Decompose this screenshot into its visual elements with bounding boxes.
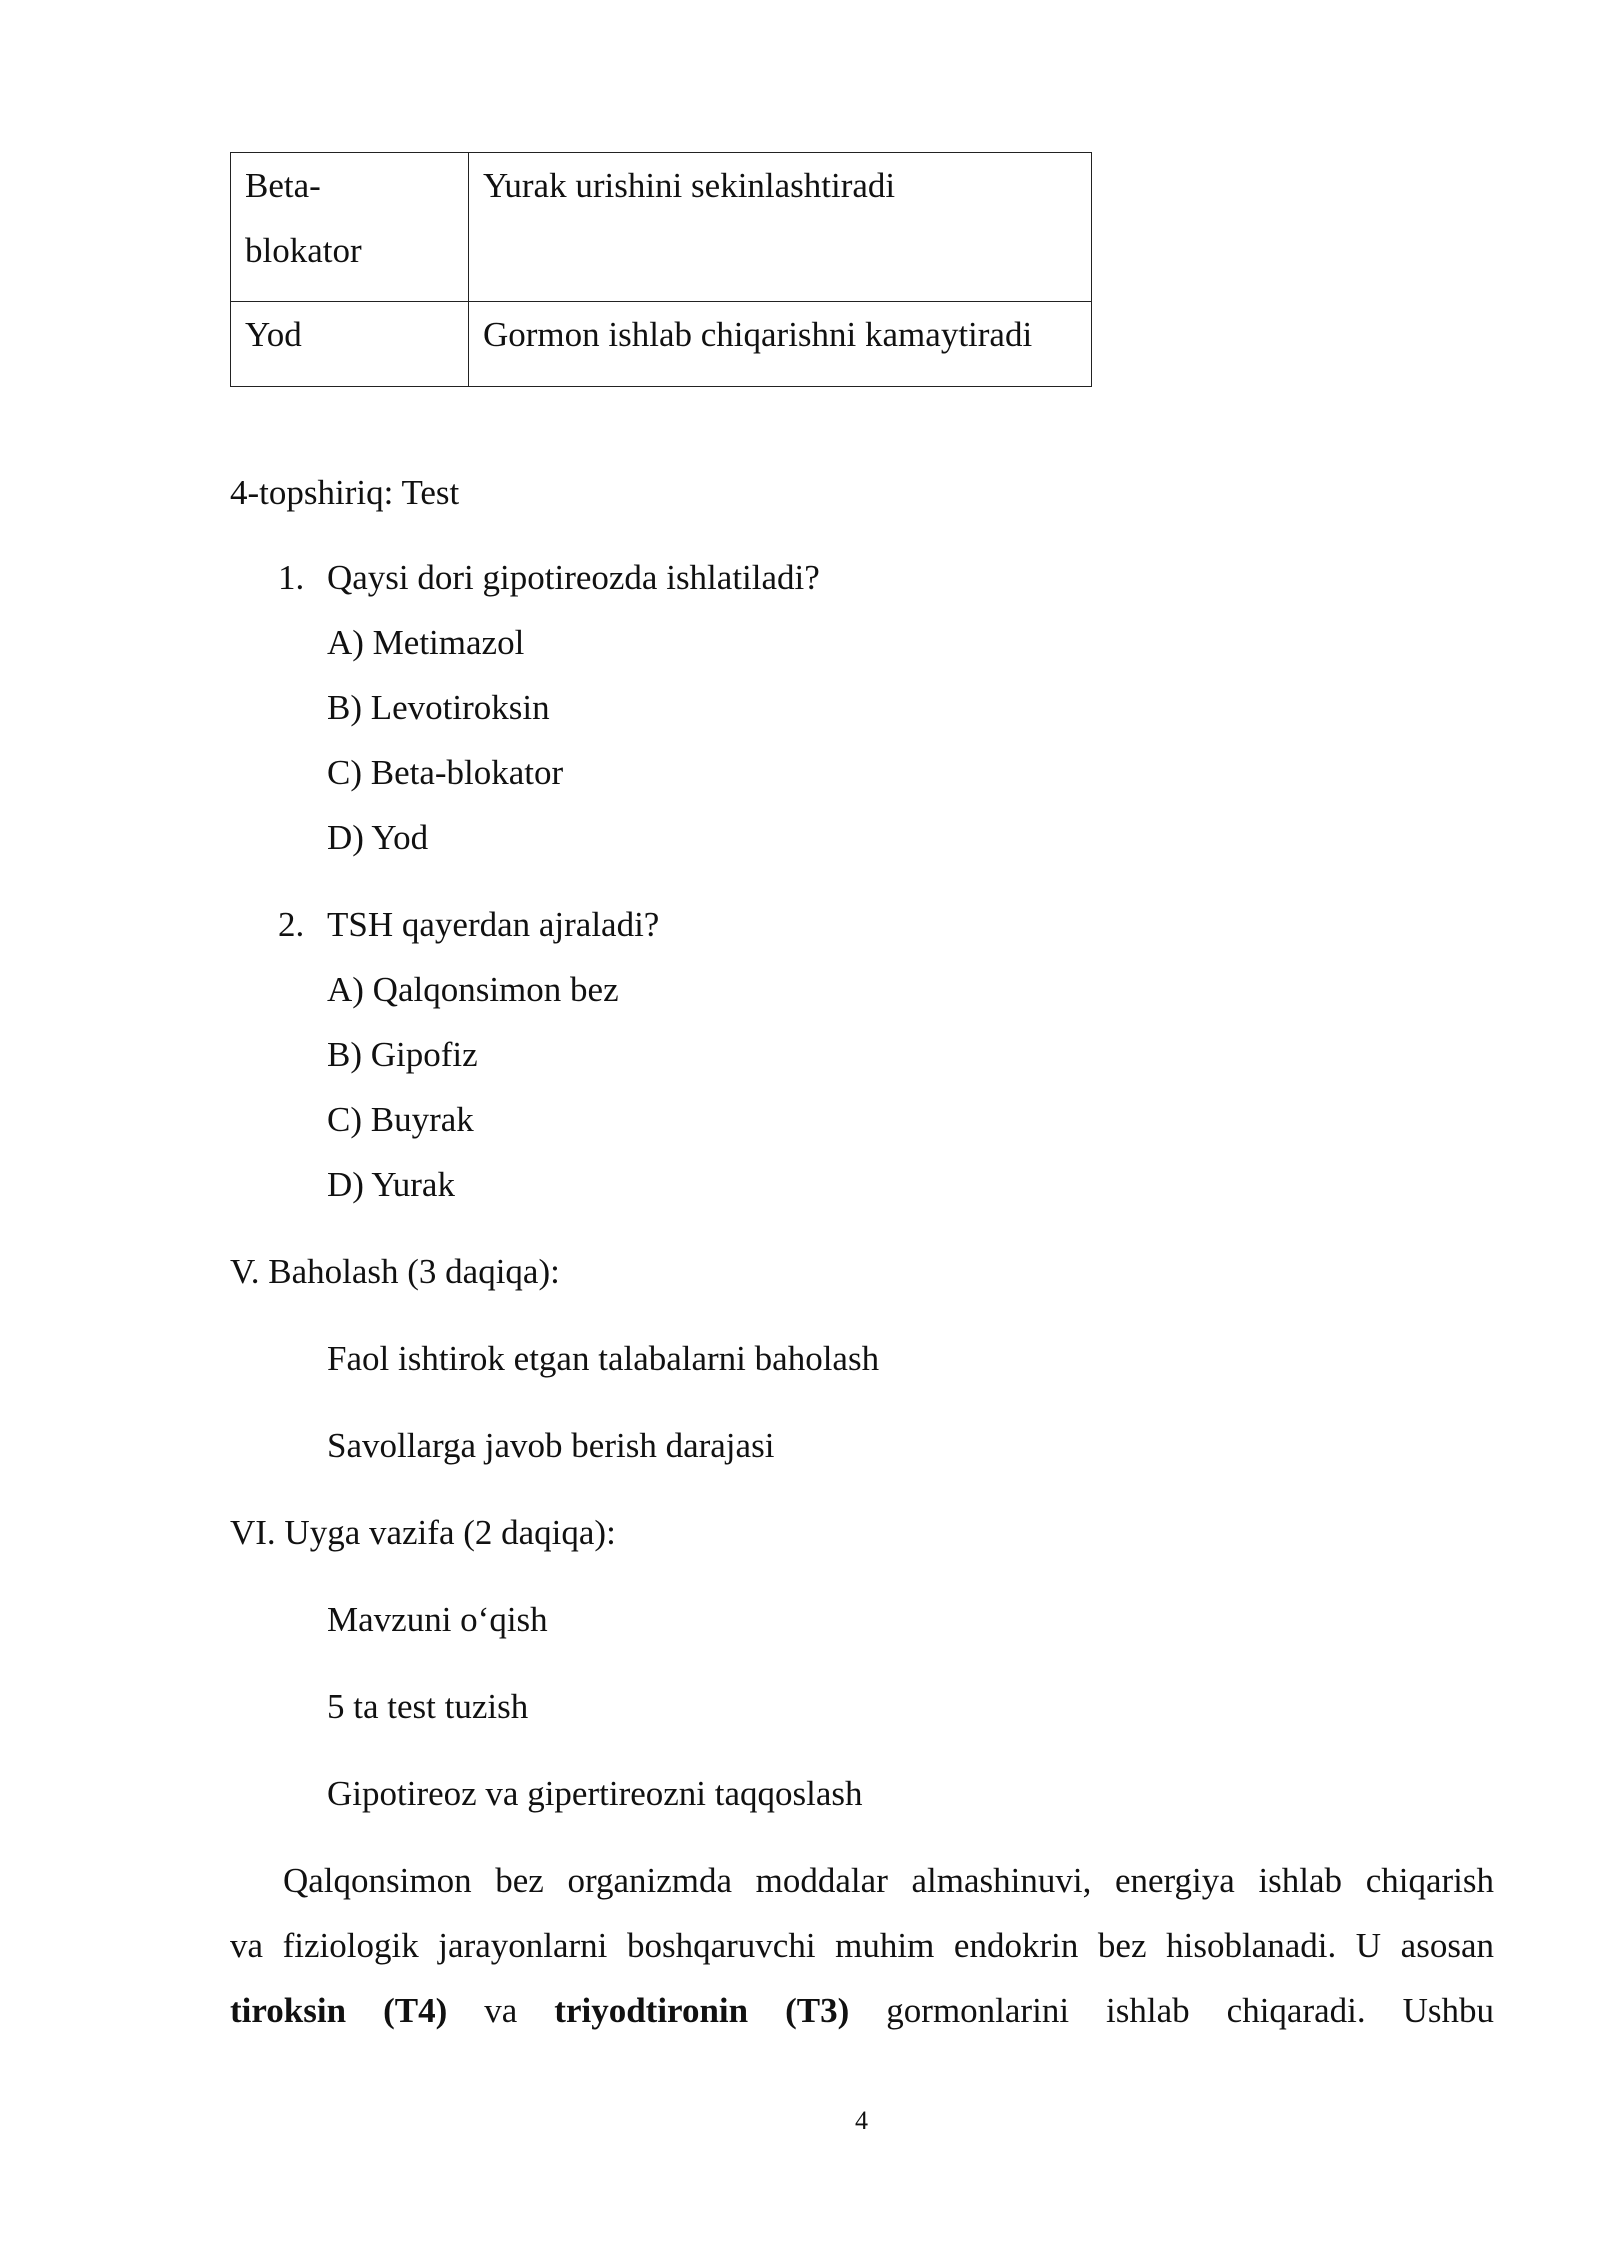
answer-option: A) Qalqonsimon bez: [327, 970, 619, 1009]
drug-effect-cell: Yurak urishini sekinlashtiradi: [469, 153, 1092, 302]
page-number: 4: [855, 2106, 868, 2135]
section6-item: Mavzuni o‘qish: [327, 1600, 548, 1639]
drug-name-line: Beta-: [245, 166, 321, 205]
drug-effect-cell: Gormon ishlab chiqarishni kamaytiradi: [469, 302, 1092, 387]
bold-term: tiroksin (T4): [230, 1991, 448, 2030]
section6-heading: VI. Uyga vazifa (2 daqiqa):: [230, 1513, 616, 1552]
question-1: [278, 556, 820, 600]
drug-name-line: blokator: [245, 231, 362, 270]
question-number: 1.: [278, 558, 305, 597]
answer-option: B) Gipofiz: [327, 1035, 478, 1074]
paragraph-line: [230, 1978, 1494, 2043]
answer-option: B) Levotiroksin: [327, 688, 550, 727]
paragraph-text: Qalqonsimon bez organizmda moddalar almashinuvi, energiya ishlab chiqarish: [283, 1861, 1494, 1900]
section6-item: Gipotireoz va gipertireozni taqqoslash: [327, 1774, 863, 1813]
drug-name-cell: Yod: [231, 302, 469, 387]
paragraph-line: va fiziologik jarayonlarni boshqaruvchi muhim endokrin bez hisoblanadi. U asosan: [230, 1926, 1494, 1965]
paragraph-text: gormonlarini ishlab chiqaradi. Ushbu: [886, 1991, 1495, 2030]
answer-option: D) Yurak: [327, 1165, 455, 1204]
table-row: [231, 302, 1092, 387]
paragraph-text: va: [484, 1991, 518, 2030]
question-text: TSH qayerdan ajraladi?: [327, 905, 660, 944]
section5-heading: V. Baholash (3 daqiqa):: [230, 1252, 560, 1291]
answer-option: C) Buyrak: [327, 1100, 474, 1139]
drug-effects-table: [230, 152, 1092, 387]
section6-item: 5 ta test tuzish: [327, 1687, 529, 1726]
section5-item: Savollarga javob berish darajasi: [327, 1426, 775, 1465]
drug-name-cell: [231, 153, 469, 302]
question-2: [278, 903, 659, 947]
answer-option: A) Metimazol: [327, 623, 525, 662]
answer-option: D) Yod: [327, 818, 429, 857]
table-row: [231, 153, 1092, 302]
bold-term: triyodtironin (T3): [554, 1991, 850, 2030]
answer-option: C) Beta-blokator: [327, 753, 564, 792]
section5-item: Faol ishtirok etgan talabalarni baholash: [327, 1339, 880, 1378]
question-number: 2.: [278, 905, 305, 944]
paragraph-line: [230, 1848, 1494, 1913]
body-paragraph: [230, 1848, 1494, 2043]
task4-heading: 4-topshiriq: Test: [230, 473, 460, 512]
question-text: Qaysi dori gipotireozda ishlatiladi?: [327, 558, 820, 597]
